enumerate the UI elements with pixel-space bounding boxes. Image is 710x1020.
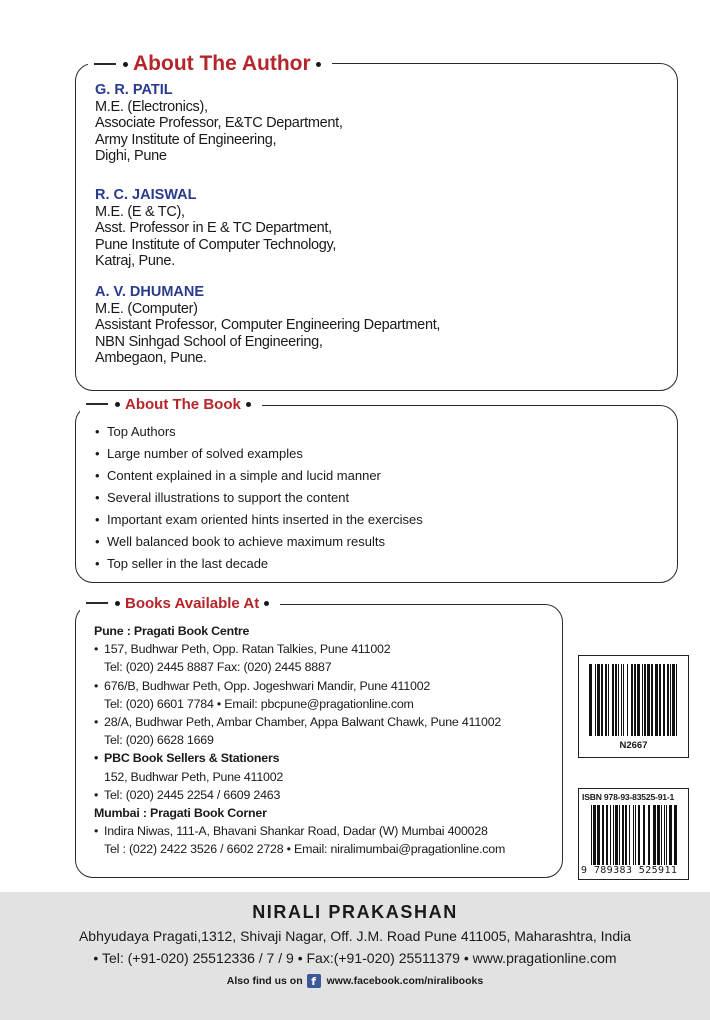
outlet-line — [94, 658, 554, 676]
barcode-bar — [634, 664, 636, 736]
author-detail: Army Institute of Engineering, — [95, 131, 277, 148]
about-author-heading: About The Author — [133, 52, 311, 75]
bullet: • — [94, 824, 99, 839]
bullet: • — [95, 424, 100, 439]
author-name: A. V. DHUMANE — [95, 284, 205, 300]
barcode-bar — [597, 664, 600, 736]
indent — [94, 658, 104, 676]
outlet-text: Tel: (020) 2445 8887 Fax: (020) 2445 8887 — [104, 660, 332, 675]
barcode-bar — [653, 805, 656, 865]
books-available-title — [80, 594, 280, 612]
barcode-bar — [651, 664, 653, 736]
barcode-bar — [648, 805, 650, 865]
author-detail: NBN Sinhgad School of Engineering, — [95, 333, 323, 350]
barcode-bar — [618, 664, 619, 736]
outlet-text: Tel: (020) 6628 1669 — [104, 733, 214, 748]
barcode-bar — [664, 805, 665, 865]
outlet-line — [94, 677, 554, 695]
barcode-bar — [666, 805, 667, 865]
author-entry — [95, 82, 343, 164]
barcode-bar — [606, 805, 608, 865]
books-available-heading: Books Available At — [125, 594, 260, 612]
feature-text: Several illustrations to support the content — [107, 490, 350, 505]
about-author-title — [88, 50, 332, 78]
about-book-title — [80, 395, 262, 413]
list-item — [95, 421, 423, 443]
feature-text: Top Authors — [107, 424, 176, 439]
bullet: • — [94, 678, 99, 693]
author-detail: Dighi, Pune — [95, 147, 167, 164]
barcode-code: N2667 — [619, 740, 648, 751]
barcode-bar — [613, 805, 614, 865]
outlet-text: Mumbai : Pragati Book Corner — [94, 806, 267, 821]
outlet-line — [94, 622, 554, 640]
bullet: • — [94, 751, 99, 766]
bullet: • — [95, 468, 100, 483]
outlet-text: 157, Budhwar Peth, Opp. Ratan Talkies, Pune 411002 — [104, 642, 391, 657]
outlet-line — [94, 749, 554, 767]
title-rule — [86, 602, 108, 604]
list-item — [95, 531, 423, 553]
barcode-bar — [602, 805, 604, 865]
barcode-bar — [655, 664, 658, 736]
feature-text: Top seller in the last decade — [107, 556, 269, 571]
outlet-text: Tel: (020) 2445 2254 / 6609 2463 — [104, 787, 281, 802]
author-name: G. R. PATIL — [95, 82, 173, 98]
list-item — [95, 487, 423, 509]
barcode-bar — [659, 664, 661, 736]
author-entry — [95, 187, 336, 269]
bullet: • — [94, 787, 99, 802]
outlet-line — [94, 640, 554, 658]
outlet-line — [94, 768, 554, 786]
barcode-bar — [595, 664, 596, 736]
indent — [94, 731, 104, 749]
outlet-text: PBC Book Sellers & Stationers — [104, 751, 280, 766]
bullet: • — [95, 446, 100, 461]
barcode-bar — [625, 805, 627, 865]
barcode-bar — [672, 664, 675, 736]
barcode-bar — [647, 664, 650, 736]
title-dot-right — [316, 62, 321, 67]
barcode-bar — [637, 664, 640, 736]
author-detail: M.E. (E & TC), — [95, 204, 185, 220]
isbn-barcode — [578, 788, 689, 880]
author-detail: Katraj, Pune. — [95, 252, 175, 269]
barcode-bar — [623, 664, 624, 736]
outlet-text: 676/B, Budhwar Peth, Opp. Jogeshwari Mandir, Pune 411002 — [104, 678, 431, 693]
barcode-bar — [674, 805, 677, 865]
barcode-bar — [605, 664, 607, 736]
feature-text: Large number of solved examples — [107, 446, 303, 461]
barcode-bar — [661, 805, 662, 865]
isbn-text: ISBN 978-93-83525-91-1 — [582, 792, 675, 802]
list-item — [95, 553, 423, 575]
title-dot-left — [115, 402, 120, 407]
isbn-digits: 9 789383 525911 — [581, 865, 678, 876]
book-features-list — [95, 421, 423, 575]
barcode-bar — [612, 664, 614, 736]
social-prefix: Also find us on — [226, 975, 303, 987]
bullet: • — [95, 556, 100, 571]
barcode-bar — [676, 664, 677, 736]
barcode-bar — [669, 805, 672, 865]
barcode-bar — [667, 664, 669, 736]
title-dot-right — [264, 601, 269, 606]
title-dot-left — [115, 601, 120, 606]
barcode-bars — [591, 805, 679, 865]
bullet: • — [94, 715, 99, 730]
feature-text: Content explained in a simple and lucid manner — [107, 468, 381, 483]
barcode-bar — [601, 664, 603, 736]
facebook-icon[interactable]: f — [307, 974, 321, 988]
barcode-bars — [589, 664, 679, 736]
outlet-line — [94, 804, 554, 822]
bullet: • — [95, 512, 100, 527]
list-item — [95, 465, 423, 487]
barcode-bar — [638, 805, 640, 865]
outlet-line — [94, 822, 554, 840]
product-barcode — [578, 655, 689, 758]
outlet-text: Tel : (022) 2422 3526 / 6602 2728 • Email: niralimumbai@pragationline.com — [104, 842, 506, 857]
barcode-bar — [657, 805, 660, 865]
barcode-bar — [621, 664, 622, 736]
author-detail: Assistant Professor, Computer Engineering Department, — [95, 317, 441, 334]
social-line — [0, 974, 710, 988]
outlet-text: Pune : Pragati Book Centre — [94, 624, 250, 638]
bullet: • — [95, 490, 100, 505]
author-name: R. C. JAISWAL — [95, 187, 197, 203]
bullet: • — [94, 642, 99, 657]
barcode-bar — [670, 664, 671, 736]
barcode-bar — [593, 805, 596, 865]
feature-text: Well balanced book to achieve maximum results — [107, 534, 385, 549]
author-detail: Pune Institute of Computer Technology, — [95, 236, 337, 253]
indent — [94, 768, 104, 786]
author-detail: Ambegaon, Pune. — [95, 349, 207, 366]
author-detail: M.E. (Computer) — [95, 301, 198, 317]
outlet-line — [94, 731, 554, 749]
indent — [94, 695, 104, 713]
barcode-bar — [633, 805, 634, 865]
barcode-bar — [643, 805, 645, 865]
barcode-bar — [631, 664, 633, 736]
outlet-list — [94, 622, 554, 859]
title-dot-right — [246, 402, 251, 407]
barcode-bar — [589, 664, 592, 736]
feature-text: Important exam oriented hints inserted in the exercises — [107, 512, 423, 527]
publisher-footer — [0, 892, 710, 1020]
indent — [94, 840, 104, 858]
about-book-heading: About The Book — [125, 395, 241, 413]
author-detail: Asst. Professor in E & TC Department, — [95, 220, 332, 237]
publisher-address: Abhyudaya Pragati,1312, Shivaji Nagar, Off. J.M. Road Pune 411005, Maharashtra, India — [78, 928, 632, 944]
outlet-line — [94, 786, 554, 804]
bullet: • — [95, 534, 100, 549]
barcode-bar — [615, 664, 617, 736]
barcode-bar — [619, 805, 620, 865]
title-dot-left — [123, 62, 128, 67]
title-rule — [94, 63, 116, 65]
barcode-bar — [642, 664, 643, 736]
barcode-bar — [635, 805, 636, 865]
facebook-link[interactable]: www.facebook.com/niralibooks — [326, 975, 484, 987]
outlet-text: 28/A, Budhwar Peth, Ambar Chamber, Appa Balwant Chawk, Pune 411002 — [104, 715, 502, 730]
barcode-bar — [627, 664, 628, 736]
publisher-name: NIRALI PRAKASHAN — [252, 902, 458, 922]
outlet-line — [94, 713, 554, 731]
publisher-contact: • Tel: (+91-020) 25512336 / 7 / 9 • Fax:(+91-020) 25511379 • www.pragationline.com — [93, 950, 617, 966]
list-item — [95, 509, 423, 531]
outlet-line — [94, 840, 554, 858]
barcode-bar — [591, 805, 592, 865]
title-rule — [86, 403, 108, 405]
outlet-text: 152, Budhwar Peth, Pune 411002 — [104, 769, 284, 784]
author-detail: Associate Professor, E&TC Department, — [95, 115, 343, 132]
barcode-bar — [629, 805, 630, 865]
barcode-bar — [615, 805, 618, 865]
outlet-text: Tel: (020) 6601 7784 • Email: pbcpune@pragationline.com — [104, 696, 414, 711]
barcode-bar — [622, 805, 624, 865]
barcode-bar — [597, 805, 600, 865]
barcode-bar — [610, 805, 611, 865]
outlet-text: Indira Niwas, 111-A, Bhavani Shankar Road, Dadar (W) Mumbai 400028 — [104, 824, 488, 839]
barcode-bar — [663, 664, 665, 736]
list-item — [95, 443, 423, 465]
author-entry — [95, 284, 440, 366]
barcode-bar — [608, 664, 609, 736]
outlet-line — [94, 695, 554, 713]
barcode-bar — [644, 664, 646, 736]
author-detail: M.E. (Electronics), — [95, 99, 208, 115]
